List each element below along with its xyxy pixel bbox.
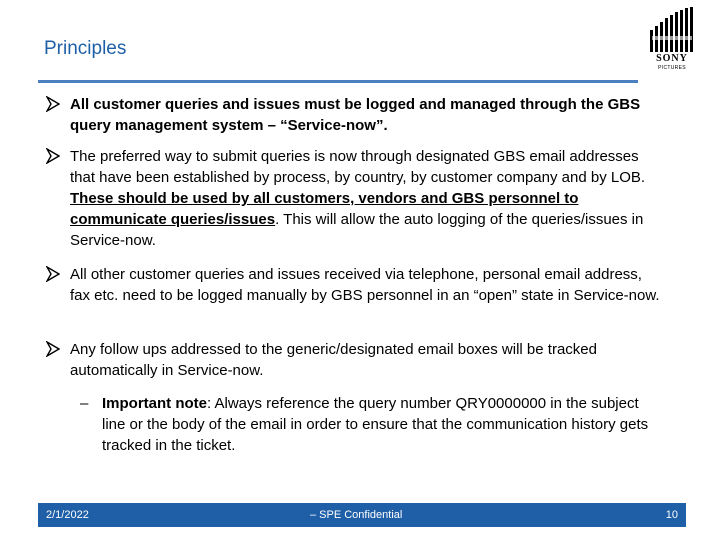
sub-bullet [80,393,650,456]
bullet-3 [46,264,666,306]
logo-stripes-icon [648,6,696,54]
sony-pictures-logo [648,6,696,72]
bullet-3-text: All other customer queries and issues received via telephone, personal email address, fax etc. need to be logged manually by GBS personnel in an “open” state in Service-now. [70,266,660,304]
bullet-2-text [70,146,666,251]
bullet-1-text: All customer queries and issues must be logged and managed through the GBS query management system – “Service-now”. [70,96,641,134]
bullet-2-text-start: The preferred way to submit queries is now through designated GBS email addresses that have been established by process, by country, by customer company and by LOB. [70,148,646,186]
dash-bullet: – [80,395,89,412]
arrow-bullet-icon [46,266,60,282]
title-rule [38,80,638,83]
arrow-bullet-icon [46,96,60,112]
arrow-bullet-icon [46,148,60,164]
important-note-text: : Always reference the query number QRY0000000 in the subject line or the body of the email in order to ensure that the communication history gets tracked in the ticket. [102,395,649,454]
bullet-1 [46,94,666,136]
bullet-2-text-end: . This will allow the auto logging of the queries/issues in Service-now. [70,211,644,249]
logo-sub-text: PICTURES [658,65,686,71]
logo-brand-text: SONY [656,53,688,64]
footer-page-number: 10 [665,509,678,521]
footer-bar [38,503,686,527]
bullet-4-text: Any follow ups addressed to the generic/designated email boxes will be tracked automatically in Service-now. [70,341,597,379]
footer-date: 2/1/2022 [46,509,89,521]
slide-title: Principles [44,38,127,59]
bullet-4 [46,339,666,381]
important-note-label: Important note [102,395,207,412]
footer-confidential: – SPE Confidential [310,509,403,521]
arrow-bullet-icon [46,341,60,357]
sub-bullet-text [102,393,650,456]
bullet-2-emphasis: These should be used by all customers, vendors and GBS personnel to communicate queries/issues [70,190,579,228]
bullet-2 [46,146,666,251]
